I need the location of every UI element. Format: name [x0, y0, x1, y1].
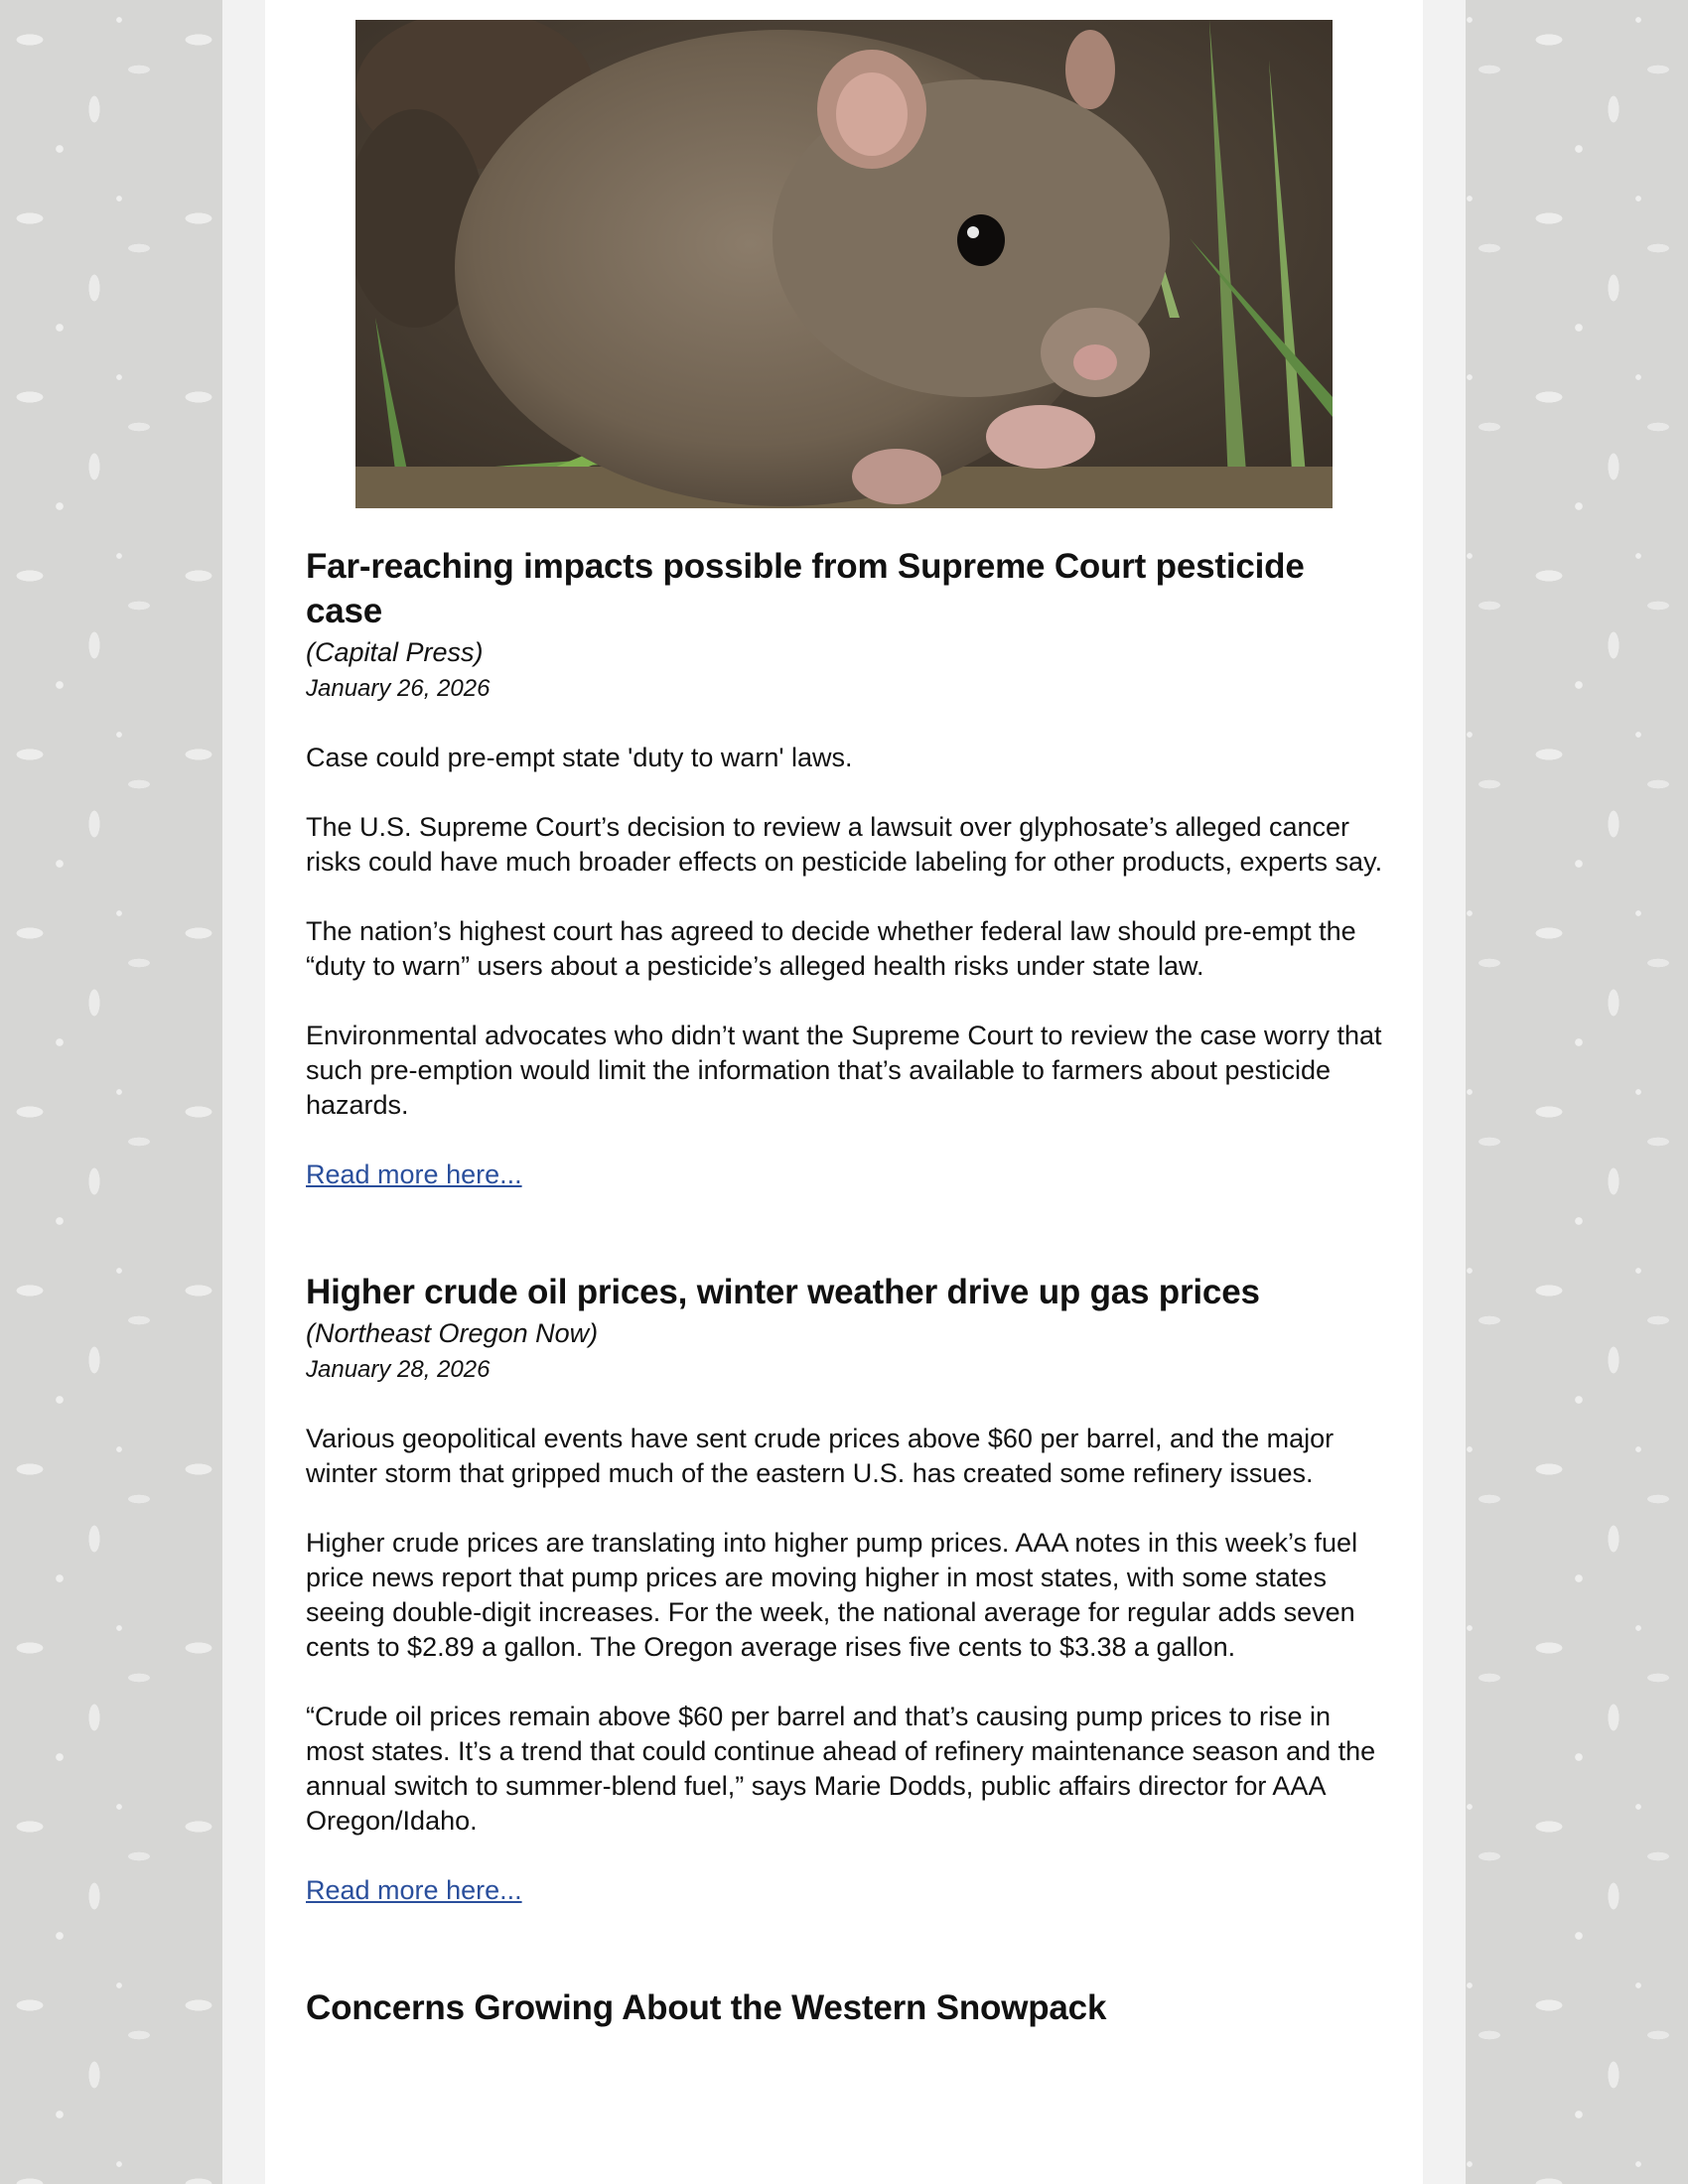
article-headline: Concerns Growing About the Western Snowpack [306, 1988, 1107, 2027]
rat-illustration [355, 20, 1333, 508]
article-headline: Far-reaching impacts possible from Supreme Court pesticide case [306, 547, 1305, 630]
article-paragraph: Environmental advocates who didn’t want the Supreme Court to review the case worry that such pre-emption would limit the information that’s available to farmers about pesticide hazards. [306, 1021, 1382, 1120]
article-paragraph: “Crude oil prices remain above $60 per barrel and that’s causing pump prices to rise in most states. It’s a trend that could continue ahead of refinery maintenance season and the annual switch to summer-blend fuel,” says Marie Dodds, public affairs director for AAA Oregon/Idaho. [306, 1702, 1376, 1836]
article-source: (Northeast Oregon Now) [306, 1318, 599, 1348]
newsletter-card [265, 0, 1423, 2184]
article-paragraph: Various geopolitical events have sent crude prices above $60 per barrel, and the major winter storm that gripped much of the eastern U.S. has created some refinery issues. [306, 1424, 1335, 1488]
article-2 [306, 1270, 1388, 1908]
article-1 [306, 544, 1388, 1192]
article-date: January 26, 2026 [306, 675, 491, 702]
article-paragraph: Higher crude prices are translating into higher pump prices. AAA notes in this week’s fuel price news report that pump prices are moving higher in most states, with some states seeing double-digit increases. For the week, the national average for regular adds seven cents to $2.89 a gallon. The Oregon average rises five cents to $3.38 a gallon. [306, 1528, 1358, 1662]
page-gutter [222, 0, 1466, 2184]
article-date: January 28, 2026 [306, 1356, 491, 1383]
article-paragraph: Case could pre-empt state 'duty to warn' laws. [306, 743, 853, 772]
read-more-link[interactable]: Read more here... [306, 1875, 522, 1905]
article-headline: Higher crude oil prices, winter weather drive up gas prices [306, 1273, 1260, 1311]
article-list [306, 544, 1388, 2108]
article-paragraph: The U.S. Supreme Court’s decision to review a lawsuit over glyphosate’s alleged cancer risks could have much broader effects on pesticide labeling for other products, experts say. [306, 812, 1383, 877]
article-3 [306, 1985, 1388, 2030]
article-paragraph: The nation’s highest court has agreed to decide whether federal law should pre-empt the “duty to warn” users about a pesticide’s alleged health risks under state law. [306, 916, 1356, 981]
article-source: (Capital Press) [306, 637, 484, 667]
rat-photo [355, 20, 1333, 508]
read-more-link[interactable]: Read more here... [306, 1160, 522, 1189]
